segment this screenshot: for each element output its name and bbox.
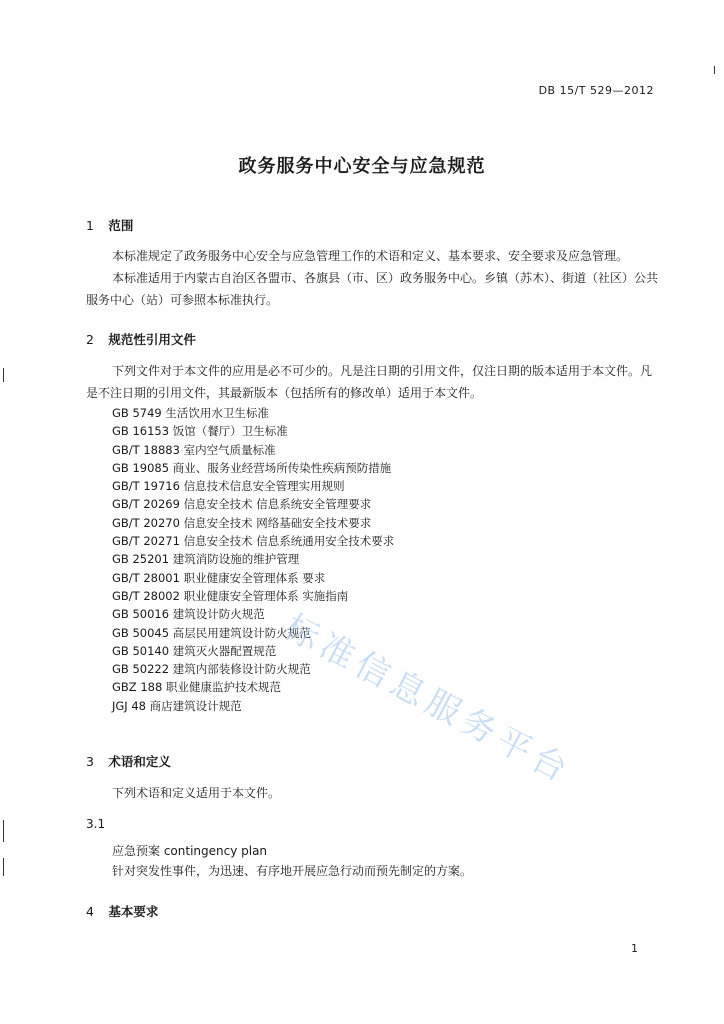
reference-item: GB 19085 商业、服务业经营场所传染性疾病预防措施 <box>112 460 392 475</box>
terms-intro: 下列术语和定义适用于本文件。 <box>112 786 281 800</box>
scan-artifact <box>3 820 4 842</box>
watermark: 标准信息服务平台 <box>277 607 579 793</box>
standard-code: DB 15/T 529—2012 <box>538 84 654 97</box>
reference-item: GB 50045 高层民用建筑设计防火规范 <box>112 625 311 640</box>
section-number: 3 <box>86 754 94 769</box>
section-number: 2 <box>86 332 94 347</box>
section-number: 1 <box>86 218 94 233</box>
term-definition: 针对突发性事件，为迅速、有序地开展应急行动而预先制定的方案。 <box>112 864 473 878</box>
section-1-heading <box>86 216 133 234</box>
section-title: 范围 <box>108 218 134 233</box>
section-2-heading <box>86 330 196 348</box>
document-title: 政务服务中心安全与应急规范 <box>238 156 486 177</box>
reference-item: GB/T 19716 信息技术信息安全管理实用规则 <box>112 479 345 494</box>
reference-item: GB/T 28002 职业健康安全管理体系 实施指南 <box>112 588 349 603</box>
scope-paragraph-2: 本标准适用于内蒙古自治区各盟市、各旗县（市、区）政务服务中心。乡镇（苏木）、街道（社区）公共服务中心（站）可参照本标准执行。 <box>86 271 659 307</box>
reference-item: JGJ 48 商店建筑设计规范 <box>112 698 242 713</box>
reference-item: GB 16153 饭馆（餐厅）卫生标准 <box>112 424 288 439</box>
page-number: 1 <box>631 942 638 955</box>
section-title: 基本要求 <box>108 904 159 919</box>
section-4-heading <box>86 902 158 920</box>
reference-item: GB 50016 建筑设计防火规范 <box>112 607 265 622</box>
scan-artifact <box>3 368 4 382</box>
term-name: 应急预案 contingency plan <box>112 844 268 858</box>
reference-item: GB/T 20269 信息安全技术 信息系统安全管理要求 <box>112 497 372 512</box>
section-3-heading <box>86 752 171 770</box>
section-title: 术语和定义 <box>108 754 171 769</box>
section-title: 规范性引用文件 <box>108 332 196 347</box>
reference-item: GB 50140 建筑灭火器配置规范 <box>112 643 277 658</box>
reference-item: GB/T 28001 职业健康安全管理体系 要求 <box>112 570 326 585</box>
scan-artifact <box>714 66 715 74</box>
term-number: 3.1 <box>86 817 106 831</box>
section-number: 4 <box>86 904 94 919</box>
normative-intro: 下列文件对于本文件的应用是必不可少的。凡是注日期的引用文件，仅注日期的版本适用于本文件。凡是不注日期的引用文件，其最新版本（包括所有的修改单）适用于本文件。 <box>86 364 653 400</box>
reference-item: GB/T 20270 信息安全技术 网络基础安全技术要求 <box>112 515 372 530</box>
reference-item: GB/T 20271 信息安全技术 信息系统通用安全技术要求 <box>112 534 395 549</box>
reference-item: GBZ 188 职业健康监护技术规范 <box>112 680 281 695</box>
reference-item: GB 50222 建筑内部装修设计防火规范 <box>112 662 311 677</box>
reference-item: GB 25201 建筑消防设施的维护管理 <box>112 552 300 567</box>
scope-paragraph-1: 本标准规定了政务服务中心安全与应急管理工作的术语和定义、基本要求、安全要求及应急管理。 <box>112 249 629 263</box>
scan-artifact <box>3 858 4 876</box>
reference-item: GB/T 18883 室内空气质量标准 <box>112 442 276 457</box>
reference-item: GB 5749 生活饮用水卫生标准 <box>112 406 269 420</box>
